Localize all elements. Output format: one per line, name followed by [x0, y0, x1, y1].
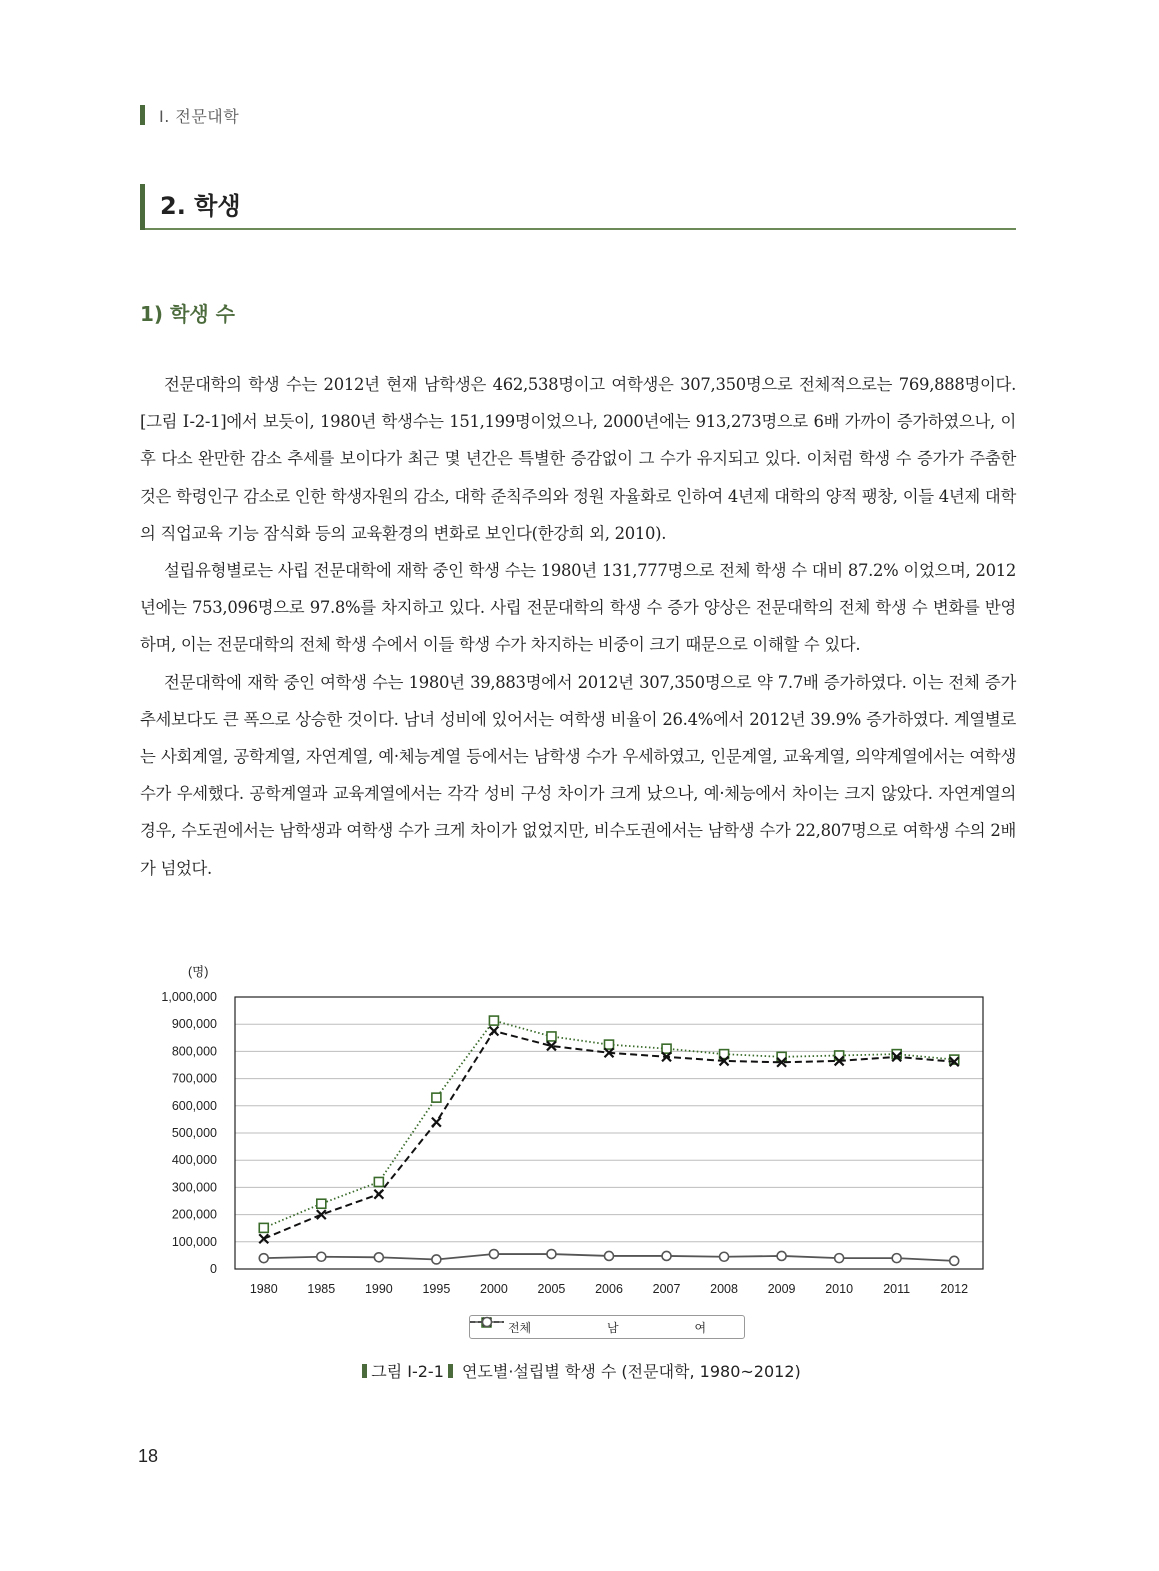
data-point-female	[489, 1250, 498, 1259]
paragraph: 설립유형별로는 사립 전문대학에 재학 중인 학생 수는 1980년 131,777명으로 전체 학생 수 대비 87.2% 이었으며, 2012년에는 753,096명으로 97.8%를 차지하고 있다. 사립 전문대학의 학생 수 증가 양상은 전문대학의 전체 학생 수 변화를 반영하며, 이는 전문대학의 전체 학생 수에서 이들 학생 수가 차지하는 비중이 크기 때문으로 이해할 수 있다.	[140, 561, 1016, 655]
x-tick-label: 2012	[940, 1282, 969, 1296]
y-axis-unit-label: (명)	[188, 965, 209, 979]
legend-label-male: 남	[607, 1320, 619, 1335]
data-point-male	[374, 1190, 383, 1199]
data-point-male	[432, 1118, 441, 1127]
data-point-male	[489, 1027, 498, 1036]
data-point-female	[777, 1251, 786, 1260]
data-point-total	[662, 1044, 671, 1053]
x-tick-label: 2005	[537, 1282, 566, 1296]
legend-item-male	[607, 1319, 619, 1336]
header-bar	[140, 105, 145, 125]
x-tick-label: 2006	[595, 1282, 623, 1296]
header-text: Ⅰ. 전문대학	[159, 106, 240, 126]
subsection-title: 1) 학생 수	[140, 302, 235, 326]
data-point-female	[720, 1252, 729, 1261]
y-tick-label: 300,000	[171, 1180, 217, 1195]
data-point-total	[317, 1199, 326, 1208]
running-header	[140, 104, 239, 126]
y-tick-label: 800,000	[171, 1044, 217, 1059]
caption-label: 그림 Ⅰ-2-1	[371, 1362, 444, 1381]
section-title	[140, 176, 1016, 230]
x-tick-label: 2008	[710, 1282, 738, 1296]
x-tick-label: 1990	[364, 1282, 393, 1296]
paragraph: 전문대학에 재학 중인 여학생 수는 1980년 39,883명에서 2012년 307,350명으로 약 7.7배 증가하였다. 이는 전체 증가 추세보다도 큰 폭으로 상승한 것이다. 남녀 성비에 있어서는 여학생 비율이 26.4%에서 2012년 39.9% 증가하였다. 계열별로는 사회계열, 공학계열, 자연계열, 예·체능계열 등에서는 남학생 수가 우세하였고, 인문계열, 교육계열, 의약계열에서는 여학생 수가 우세했다. 공학계열과 교육계열에서는 각각 성비 구성 차이가 크게 났으나, 예·체능에서 차이는 크지 않았다. 자연계열의 경우, 수도권에서는 남학생과 여학생 수가 크게 차이가 없었지만, 비수도권에서는 남학생 수가 22,807명으로 여학생 수의 2배가 넘었다.	[140, 672, 1016, 878]
data-point-total	[374, 1177, 383, 1186]
data-point-female	[605, 1251, 614, 1260]
data-point-female	[892, 1254, 901, 1263]
legend-item-female	[694, 1319, 706, 1336]
legend-symbol-female	[470, 1316, 504, 1328]
data-point-total	[432, 1093, 441, 1102]
paragraph: 전문대학의 학생 수는 2012년 현재 남학생은 462,538명이고 여학생은 307,350명으로 전체적으로는 769,888명이다. [그림 Ⅰ-2-1]에서 보듯이, 1980년 학생수는 151,199명이었으나, 2000년에는 913,273명으로 6배 가까이 증가하였으나, 이후 다소 완만한 감소 추세를 보이다가 최근 몇 년간은 특별한 증감없이 그 수가 유지되고 있다. 이처럼 학생 수 증가가 주춤한 것은 학령인구 감소로 인한 학생자원의 감소, 대학 준칙주의와 정원 자율화로 인하여 4년제 대학의 양적 팽창, 이들 4년제 대학의 직업교육 기능 잠식화 등의 교육환경의 변화로 보인다(한강희 외, 2010).	[140, 375, 1016, 543]
y-tick-label: 500,000	[171, 1126, 217, 1140]
x-tick-label: 2000	[480, 1282, 508, 1296]
series-line-x	[264, 1031, 954, 1239]
body-text	[140, 366, 1016, 887]
y-tick-label: 100,000	[171, 1234, 217, 1249]
y-tick-label: 600,000	[171, 1098, 217, 1113]
y-tick-label: 700,000	[171, 1071, 217, 1086]
chart-legend	[469, 1315, 745, 1339]
caption-text: 연도별·설립별 학생 수 (전문대학, 1980~2012)	[461, 1362, 801, 1381]
data-point-total	[489, 1016, 498, 1025]
legend-label-female: 여	[694, 1320, 707, 1335]
x-tick-label: 1985	[307, 1282, 336, 1296]
data-point-female	[950, 1256, 959, 1265]
figure-caption	[0, 1359, 1159, 1382]
chart-canvas	[140, 960, 1020, 1310]
x-tick-label: 2010	[825, 1282, 854, 1296]
data-point-female	[835, 1254, 844, 1263]
legend-item-total	[508, 1319, 531, 1336]
data-point-total	[605, 1040, 614, 1049]
data-point-female	[662, 1251, 671, 1260]
caption-mark-right	[448, 1364, 453, 1378]
line-chart	[140, 960, 1020, 1350]
x-tick-label: 2009	[767, 1282, 796, 1296]
y-tick-label: 1,000,000	[161, 990, 217, 1004]
section-title-bar	[140, 184, 145, 230]
section-title-text: 2. 학생	[160, 192, 241, 220]
data-point-female	[547, 1250, 556, 1259]
y-tick-label: 200,000	[171, 1207, 217, 1222]
data-point-total	[547, 1032, 556, 1041]
x-tick-label: 2007	[652, 1282, 681, 1296]
y-tick-label: 900,000	[171, 1017, 217, 1032]
data-point-total	[259, 1223, 268, 1232]
caption-mark-left	[362, 1364, 367, 1378]
data-point-female	[432, 1255, 441, 1264]
legend-label-total: 전체	[507, 1320, 532, 1335]
y-tick-label: 400,000	[171, 1153, 217, 1168]
x-tick-label: 2011	[883, 1282, 911, 1296]
x-tick-label: 1980	[249, 1282, 278, 1296]
data-point-female	[317, 1252, 326, 1261]
data-point-female	[374, 1253, 383, 1262]
data-point-female	[259, 1254, 268, 1263]
page-number: 18	[138, 1446, 159, 1466]
x-tick-label: 1995	[422, 1282, 451, 1296]
y-tick-label: 0	[210, 1262, 217, 1276]
